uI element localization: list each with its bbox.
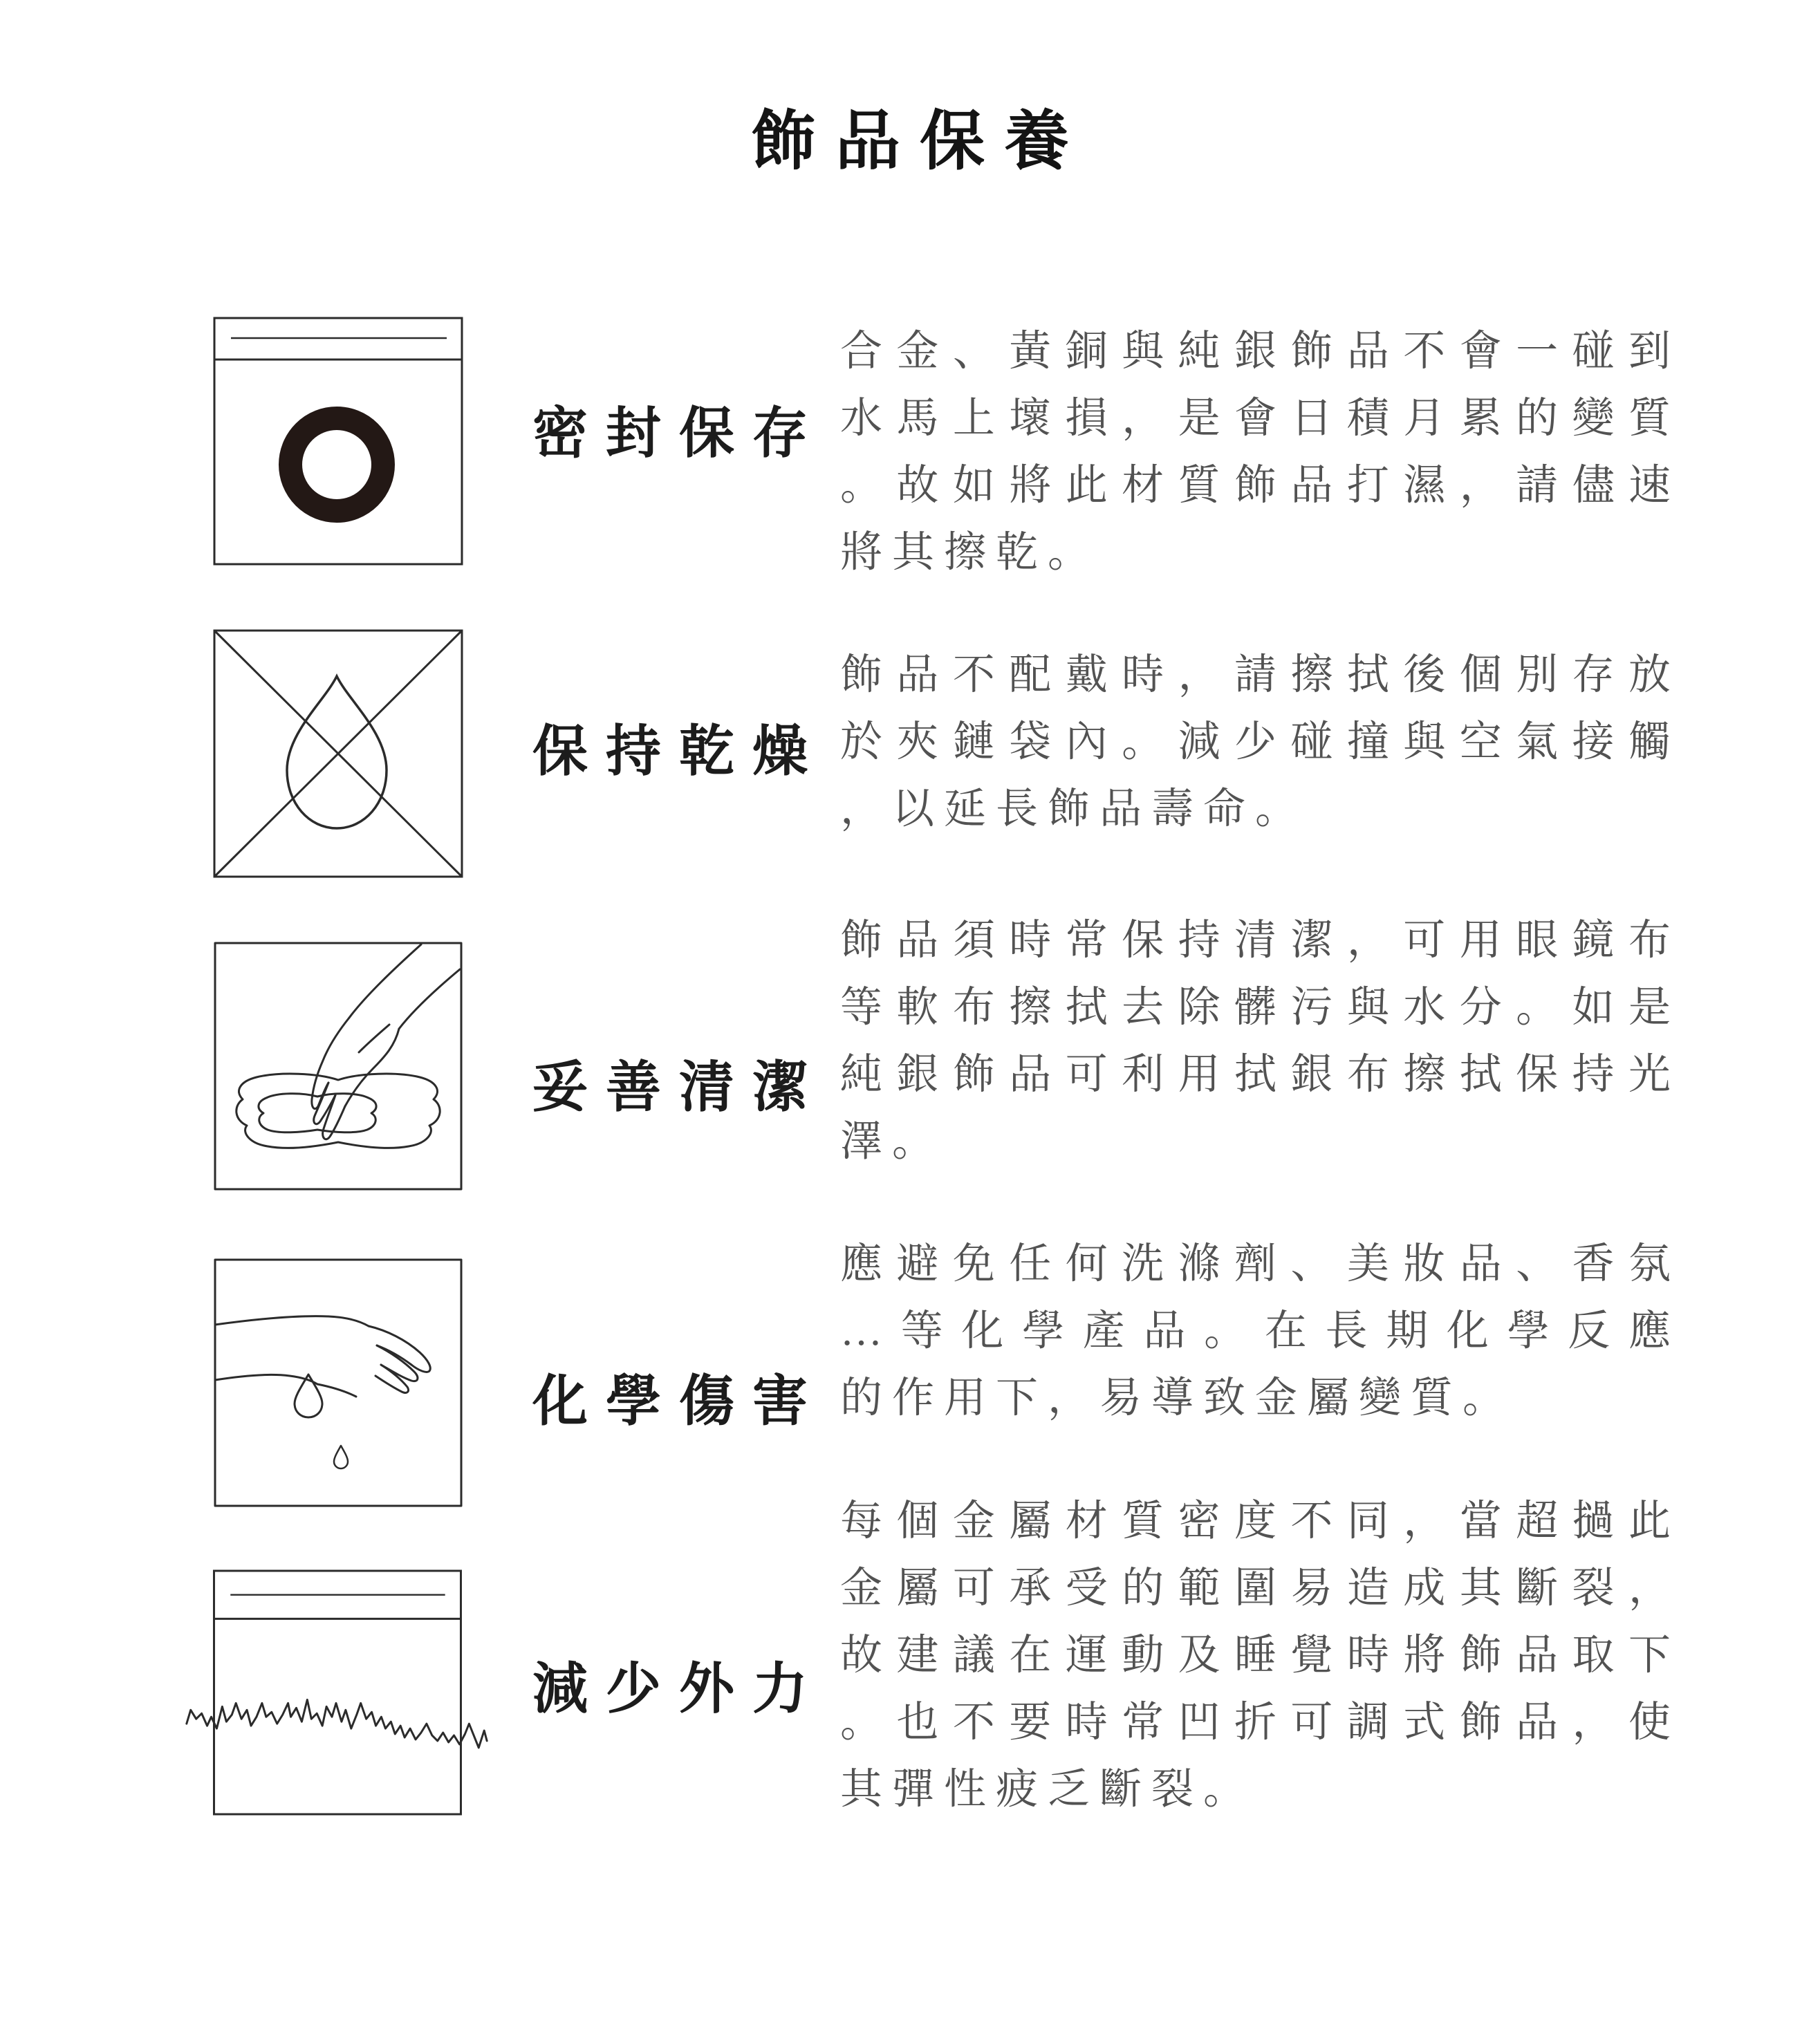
body-line: 等軟布擦拭去除髒污與水分。如是	[840, 985, 1680, 1031]
no-water-drop-icon	[213, 629, 463, 878]
body-line: 飾品須時常保持清潔，可用眼鏡布	[840, 917, 1680, 964]
section-title: 減少外力	[532, 1659, 826, 1720]
section-body	[840, 642, 1680, 843]
section-title: 化學傷害	[532, 1372, 826, 1433]
body-line: 飾品不配戴時，請擦拭後個別存放	[840, 652, 1680, 698]
body-line: 的作用下，易導致金屬變質。	[840, 1375, 1515, 1421]
ziplock-bag-ring-icon	[213, 317, 463, 566]
section-title: 保持乾燥	[532, 722, 826, 783]
section-body	[840, 318, 1680, 586]
section-body	[840, 907, 1680, 1175]
body-line: 應避免任何洗滌劑、美妝品、香氛	[840, 1241, 1680, 1287]
section-title: 妥善清潔	[532, 1058, 826, 1119]
body-line: 澤。	[840, 1119, 945, 1165]
section-body	[840, 1231, 1680, 1432]
body-line: 純銀飾品可利用拭銀布擦拭保持光	[840, 1052, 1680, 1098]
body-line: ，以延長飾品壽命。	[840, 786, 1308, 832]
hand-liquid-drop-icon	[213, 1258, 463, 1507]
body-line: 每個金屬材質密度不同，當超撾此	[840, 1498, 1680, 1545]
section-title: 密封保存	[532, 404, 826, 465]
body-line: 故建議在運動及睡覺時將飾品取下	[840, 1632, 1680, 1679]
ziplock-bag-shock-icon	[180, 1569, 491, 1816]
body-line: 其彈性疲乏斷裂。	[840, 1766, 1256, 1813]
hand-wiping-cloth-icon	[213, 942, 463, 1191]
section-body	[840, 1488, 1680, 1823]
page-title: 飾品保養	[750, 106, 1088, 178]
body-line: 。也不要時常凹折可調式飾品，使	[840, 1699, 1680, 1746]
body-line: …等化學產品。在長期化學反應	[840, 1308, 1680, 1354]
body-line: 將其擦乾。	[840, 530, 1100, 576]
body-line: 金屬可承受的範圍易造成其斷裂，	[840, 1565, 1680, 1612]
body-line: 合金、黃銅與純銀飾品不會一碰到	[840, 328, 1680, 375]
body-line: 。故如將此材質飾品打濕，請儘速	[840, 463, 1680, 509]
body-line: 於夾鏈袋內。減少碰撞與空氣接觸	[840, 719, 1680, 765]
body-line: 水馬上壞損，是會日積月累的變質	[840, 395, 1680, 442]
